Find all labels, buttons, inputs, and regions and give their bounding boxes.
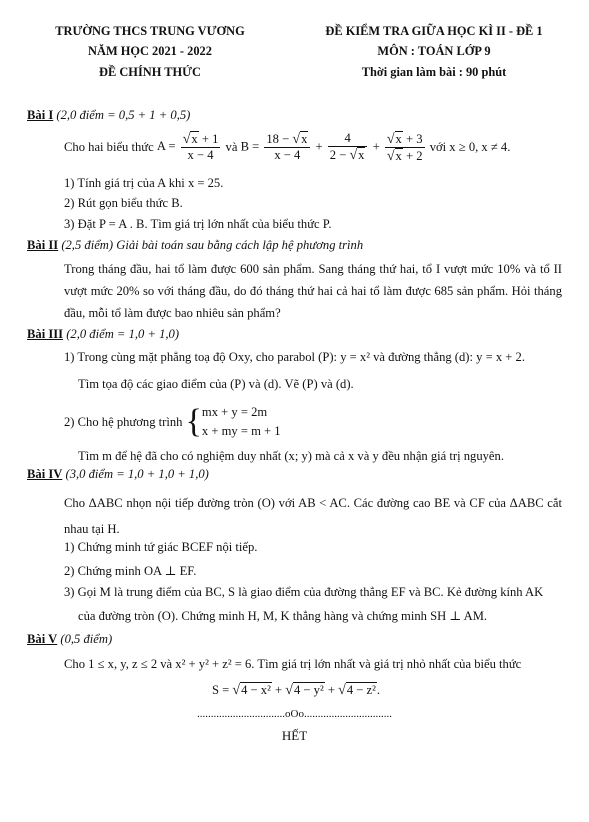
bai4-q2: 2) Chứng minh OA ⊥ EF. — [64, 564, 197, 578]
school-year: NĂM HỌC 2021 - 2022 — [88, 44, 212, 58]
bai1-q3: 3) Đặt P = A . B. Tìm giá trị lớn nhất của biểu thức P. — [64, 217, 332, 231]
bai4-q3b: của đường tròn (O). Chứng minh H, M, K thẳng hàng và chứng minh SH ⊥ AM. — [78, 609, 488, 623]
bai3-q2-intro: 2) Cho hệ phương trình — [64, 414, 183, 429]
exam-title: ĐỀ KIỂM TRA GIỮA HỌC KÌ II - ĐỀ 1 — [325, 24, 543, 38]
bai3-q2b: Tìm m để hệ đã cho có nghiệm duy nhất (x; y) mà cả x và y đều nhận giá trị nguyên. — [78, 449, 504, 463]
bai2-note: (2,5 điểm) Giải bài toán sau bằng cách lập hệ phương trình — [61, 238, 364, 252]
bai2-title: Bài II — [27, 238, 59, 252]
bai2-text: Trong tháng đầu, hai tổ làm được 600 sản phẩm. Sang tháng thứ hai, tổ I vượt mức 10% và tổ II vượt mức 20% so với tháng đầu, do đó tháng thứ hai cả hai tổ làm được 685 sản phẩm. Hỏi tháng đầu, mỗi tổ làm được bao nhiêu sản phẩm? — [64, 262, 562, 320]
bai1-title: Bài I — [27, 108, 54, 122]
bai3-system — [64, 400, 281, 444]
bai1-heading — [27, 108, 190, 123]
bai3-q1b: Tìm tọa độ các giao điểm của (P) và (d). Vẽ (P) và (d). — [78, 377, 354, 391]
system-eq1: mx + y = 2m — [201, 405, 268, 419]
bai4-q3: 3) Gọi M là trung điểm của BC, S là giao điểm của đường thẳng EF và BC. Kẻ đường kính AK — [64, 585, 544, 599]
bai3-q1: 1) Trong cùng mặt phẳng toạ độ Oxy, cho parabol (P): y = x² và đường thẳng (d): y = x + 2. — [64, 350, 525, 364]
bai3-note: (2,0 điểm = 1,0 + 1,0) — [66, 327, 180, 341]
expr-b: B = $\frac{18 - √x}{x - 4}$ + $\frac{4}{2 - √x}$ + $\frac{√x + 3}{√x + 2}$ — [240, 131, 423, 164]
system-eq2: x + my = m + 1 — [201, 424, 281, 438]
exam-time: Thời gian làm bài : 90 phút — [361, 65, 507, 79]
expr-s: S = √4 − x² + √4 − y² + √4 − z². — [212, 683, 381, 698]
school-name: TRƯỜNG THCS TRUNG VƯƠNG — [55, 24, 245, 38]
expr-a: A = $\frac{√x + 1}{x - 4}$ — [156, 132, 219, 162]
bai1-expressions: Cho hai biểu thức A = $\frac{√x + 1}{x - 4}$ và B = $\frac{18 - √x}{x - 4}$ + $\frac{4}{2 - √x}$ + $\frac{√x + 3}{√x + 2}$ với x ≥ 0, x ≠ 4. — [64, 131, 511, 164]
footer-end: HẾT — [281, 728, 308, 743]
bai4-text: Cho ΔABC nhọn nội tiếp đường tròn (O) với AB < AC. Các đường cao BE và CF của ΔABC cắt nhau tại H. — [64, 496, 562, 536]
bai2-heading — [27, 238, 363, 253]
system-brace: { — [185, 403, 202, 440]
bai1-condition: với x ≥ 0, x ≠ 4. — [429, 139, 511, 154]
bai1-q2: 2) Rút gọn biểu thức B. — [64, 196, 183, 210]
exam-subject: MÔN : TOÁN LỚP 9 — [377, 44, 491, 58]
bai3-title: Bài III — [27, 327, 64, 341]
bai1-q1: 1) Tính giá trị của A khi x = 25. — [64, 176, 224, 190]
bai3-heading — [27, 327, 179, 342]
bai5-heading — [27, 632, 112, 647]
bai5-title: Bài V — [27, 632, 58, 646]
bai1-note: (2,0 điểm = 0,5 + 1 + 0,5) — [56, 108, 191, 122]
bai4-title: Bài IV — [27, 467, 63, 481]
bai5-text: Cho 1 ≤ x, y, z ≤ 2 và x² + y² + z² = 6. Tìm giá trị lớn nhất và giá trị nhỏ nhất của biểu thức — [64, 657, 522, 671]
bai4-note: (3,0 điểm = 1,0 + 1,0 + 1,0) — [65, 467, 209, 481]
bai4-heading — [27, 467, 209, 482]
footer-separator: ................................oOo................................ — [197, 708, 392, 720]
bai1-intro: Cho hai biểu thức — [64, 139, 154, 154]
bai5-note: (0,5 điểm) — [60, 632, 113, 646]
bai4-q1: 1) Chứng minh tứ giác BCEF nội tiếp. — [64, 540, 258, 554]
official-label: ĐỀ CHÍNH THỨC — [99, 65, 201, 79]
